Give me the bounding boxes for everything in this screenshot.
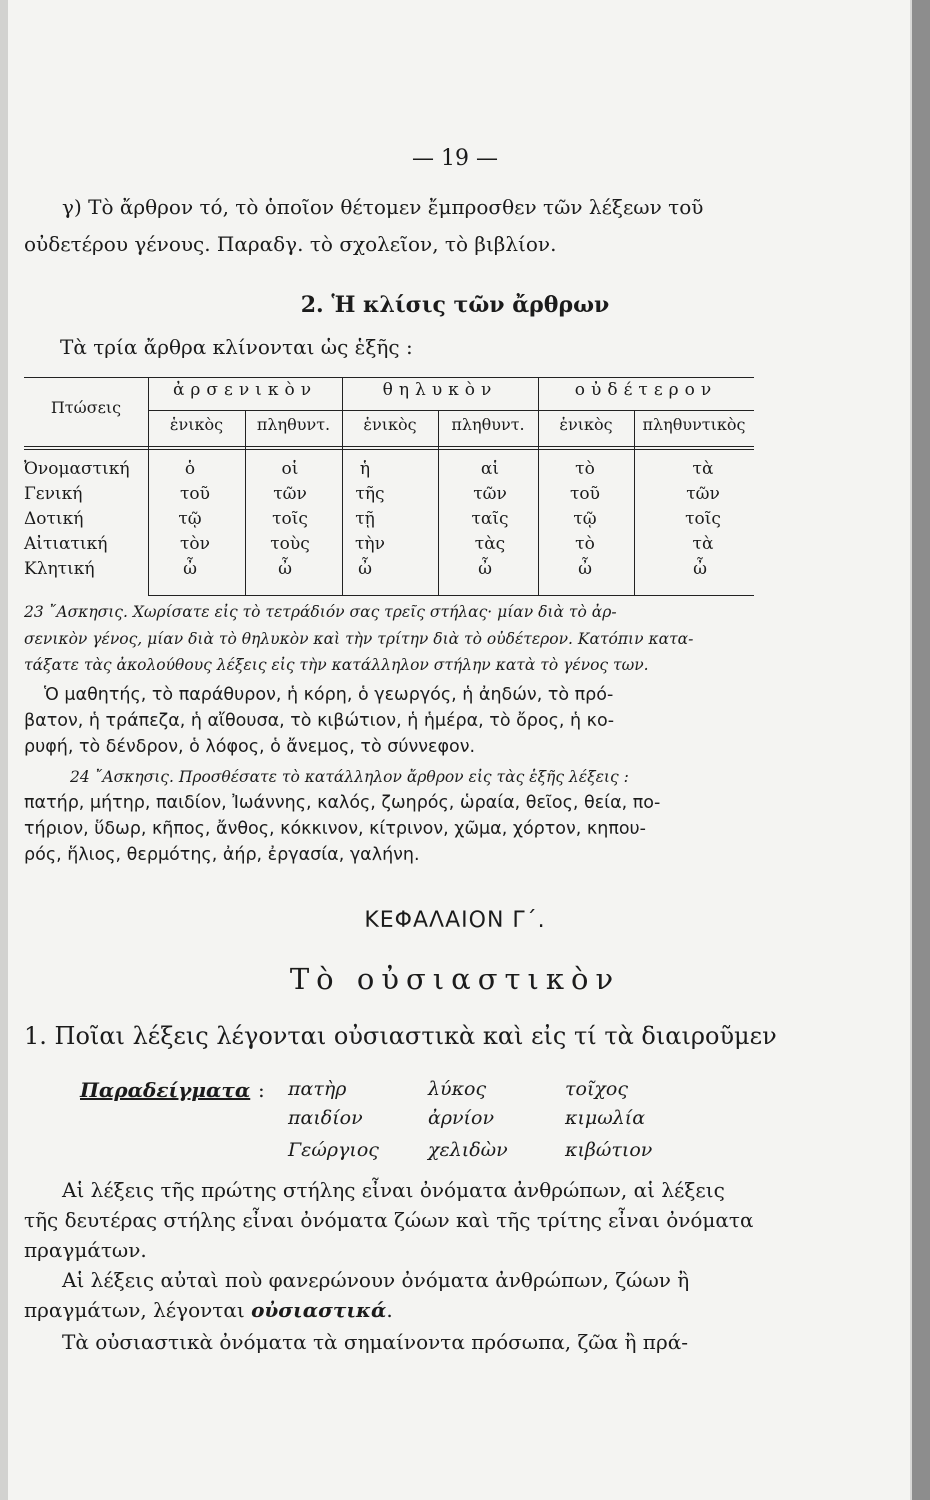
table-cell: τῆς [355,484,385,504]
page-number: — 19 — [412,146,498,171]
example-word: χελιδὼν [428,1139,508,1161]
table-cell: τὰ [692,534,714,554]
section-1-heading: 1. Ποῖαι λέξεις λέγονται οὐσιαστικὰ καὶ εἰς τί τὰ διαιροῦμεν [24,1022,777,1050]
table-cell: ὦ [278,559,292,579]
cases-header: Πτώσεις [50,398,122,417]
table-cell: τὸν [180,534,210,554]
examples-colon: : [258,1078,265,1102]
table-cell: ἡ [359,459,371,479]
paragraph-b-period: . [386,1298,393,1322]
table-cell: τῇ [355,509,375,529]
exercise-23-line-3: τάξατε τὰς ἀκολούθους λέξεις εἰς τὴν κατάλληλον στήλην κατὰ τὸ γένος των. [24,656,649,674]
paragraph-b-line-2 [24,1298,393,1322]
case-nominative: Ὀνομαστική [24,459,130,479]
table-cell: τὸ [575,534,595,554]
exercise-24-words-line-3: ρός, ἥλιος, θερμότης, ἀήρ, ἐργασία, γαλήνη. [24,845,420,865]
table-cell: τῶν [473,484,507,504]
table-cell: αἱ [480,459,500,479]
header-masculine: ἀρσενικὸν [172,380,318,400]
section-2-heading: 2. Ἡ κλίσις τῶν ἄρθρων [300,292,610,318]
table-cell: τοῖς [685,509,721,529]
exercise-23-words-line-2: βατον, ἡ τράπεζα, ἡ αἴθουσα, τὸ κιβώτιον, ἡ ἡμέρα, τὸ ὄρος, ἡ κο- [24,711,615,731]
header-masc-plural: πληθυντ. [256,415,331,434]
exercise-24-words-line-2: τήριον, ὕδωρ, κῆπος, ἄνθος, κόκκινον, κίτρινον, χῶμα, χόρτον, κηπου- [24,819,647,839]
table-cell: ὦ [478,559,492,579]
example-word: λύκος [428,1078,487,1100]
table-cell: τῶν [273,484,307,504]
table-cell: τὴν [355,534,385,554]
paragraph-b-line-1: Αἱ λέξεις αὐταὶ ποὺ φανερώνουν ὀνόματα ἀνθρώπων, ζώων ἢ [62,1268,690,1292]
examples-label: Παραδείγματα [80,1078,251,1102]
section-2-intro: Τὰ τρία ἄρθρα κλίνονται ὡς ἑξῆς : [60,335,413,359]
case-accusative: Αἰτιατική [24,534,108,554]
example-word: Γεώργιος [288,1139,379,1161]
header-neut-plural: πληθυντικὸς [642,415,746,434]
chapter-title: Τὸ οὐσιαστικὸν [289,962,621,996]
header-neut-singular: ἑνικὸς [559,415,613,434]
case-vocative: Κλητική [24,559,95,579]
example-word: παιδίον [288,1107,363,1129]
exercise-23-line-1: 23 ῎Ασκησις. Χωρίσατε εἰς τὸ τετράδιόν σας τρεῖς στήλας· μίαν διὰ τὸ ἀρ- [24,603,617,621]
case-genitive: Γενική [24,484,83,504]
paragraph-a-line-3: πραγμάτων. [24,1238,147,1262]
paragraph-gamma-line-1: γ) Τὸ ἄρθρον τό, τὸ ὁποῖον θέτομεν ἔμπροσθεν τῶν λέξεων τοῦ [62,195,704,219]
table-cell: τῷ [178,509,202,529]
header-neuter: οὐδέτερον [574,380,718,400]
table-cell: ὦ [358,559,372,579]
table-cell: τῷ [573,509,597,529]
table-cell: τοὺς [270,534,310,554]
term-nouns: οὐσιαστικά [251,1298,387,1322]
paragraph-gamma-line-2: οὐδετέρου γένους. Παραδγ. τὸ σχολεῖον, τὸ βιβλίον. [24,232,557,256]
table-cell: τῶν [686,484,720,504]
paragraph-a-line-2: τῆς δευτέρας στήλης εἶναι ὀνόματα ζώων καὶ τῆς τρίτης εἶναι ὀνόματα [24,1208,754,1232]
example-word: κιβώτιον [565,1139,653,1161]
exercise-23-line-2: σενικὸν γένος, μίαν διὰ τὸ θηλυκὸν καὶ τὴν τρίτην διὰ τὸ οὐδέτερον. Κατόπιν κατα- [24,630,694,648]
exercise-23-words-line-1: Ὁ μαθητής, τὸ παράθυρον, ἡ κόρη, ὁ γεωργός, ἡ ἀηδών, τὸ πρό- [44,685,614,705]
example-word: ἀρνίον [428,1107,494,1129]
paragraph-b-text: πραγμάτων, λέγονται [24,1298,252,1322]
page-edge-shadow [0,0,8,1500]
example-word: κιμωλία [565,1107,646,1129]
table-cell: ὦ [693,559,707,579]
table-cell: ὦ [183,559,197,579]
exercise-23-words-line-3: ρυφή, τὸ δένδρον, ὁ λόφος, ὁ ἄνεμος, τὸ σύννεφον. [24,737,476,757]
table-cell: ταῖς [471,509,509,529]
table-cell: οἱ [281,459,299,479]
table-cell: τὰς [474,534,506,554]
table-cell: τοῦ [570,484,600,504]
exercise-24-words-line-1: πατήρ, μήτηρ, παιδίον, Ἰωάννης, καλός, ζωηρός, ὡραία, θεῖος, θεία, πο- [24,793,661,813]
table-cell: τοῖς [272,509,308,529]
header-masc-singular: ἑνικὸς [169,415,224,434]
table-cell: ὁ [184,459,196,479]
example-word: πατὴρ [288,1078,347,1100]
header-fem-singular: ἑνικὸς [363,415,417,434]
table-cell: ὦ [578,559,592,579]
example-word: τοῖχος [565,1078,628,1100]
chapter-heading: ΚΕΦΑΛΑΙΟΝ Γ΄. [364,908,546,933]
table-cell: τοῦ [180,484,210,504]
paragraph-a-line-1: Αἱ λέξεις τῆς πρώτης στήλης εἶναι ὀνόματα ἀνθρώπων, αἱ λέξεις [62,1178,725,1202]
paragraph-c-line-1: Τὰ οὐσιαστικὰ ὀνόματα τὰ σημαίνοντα πρόσωπα, ζῶα ἢ πρά- [62,1330,688,1354]
table-cell: τὸ [575,459,595,479]
table-cell: τὰ [692,459,714,479]
exercise-24-heading: 24 ῎Ασκησις. Προσθέσατε τὸ κατάλληλον ἄρθρον εἰς τὰς ἑξῆς λέξεις : [70,768,629,786]
header-feminine: θηλυκὸν [382,380,498,400]
header-fem-plural: πληθυντ. [451,415,525,434]
case-dative: Δοτική [24,509,84,529]
